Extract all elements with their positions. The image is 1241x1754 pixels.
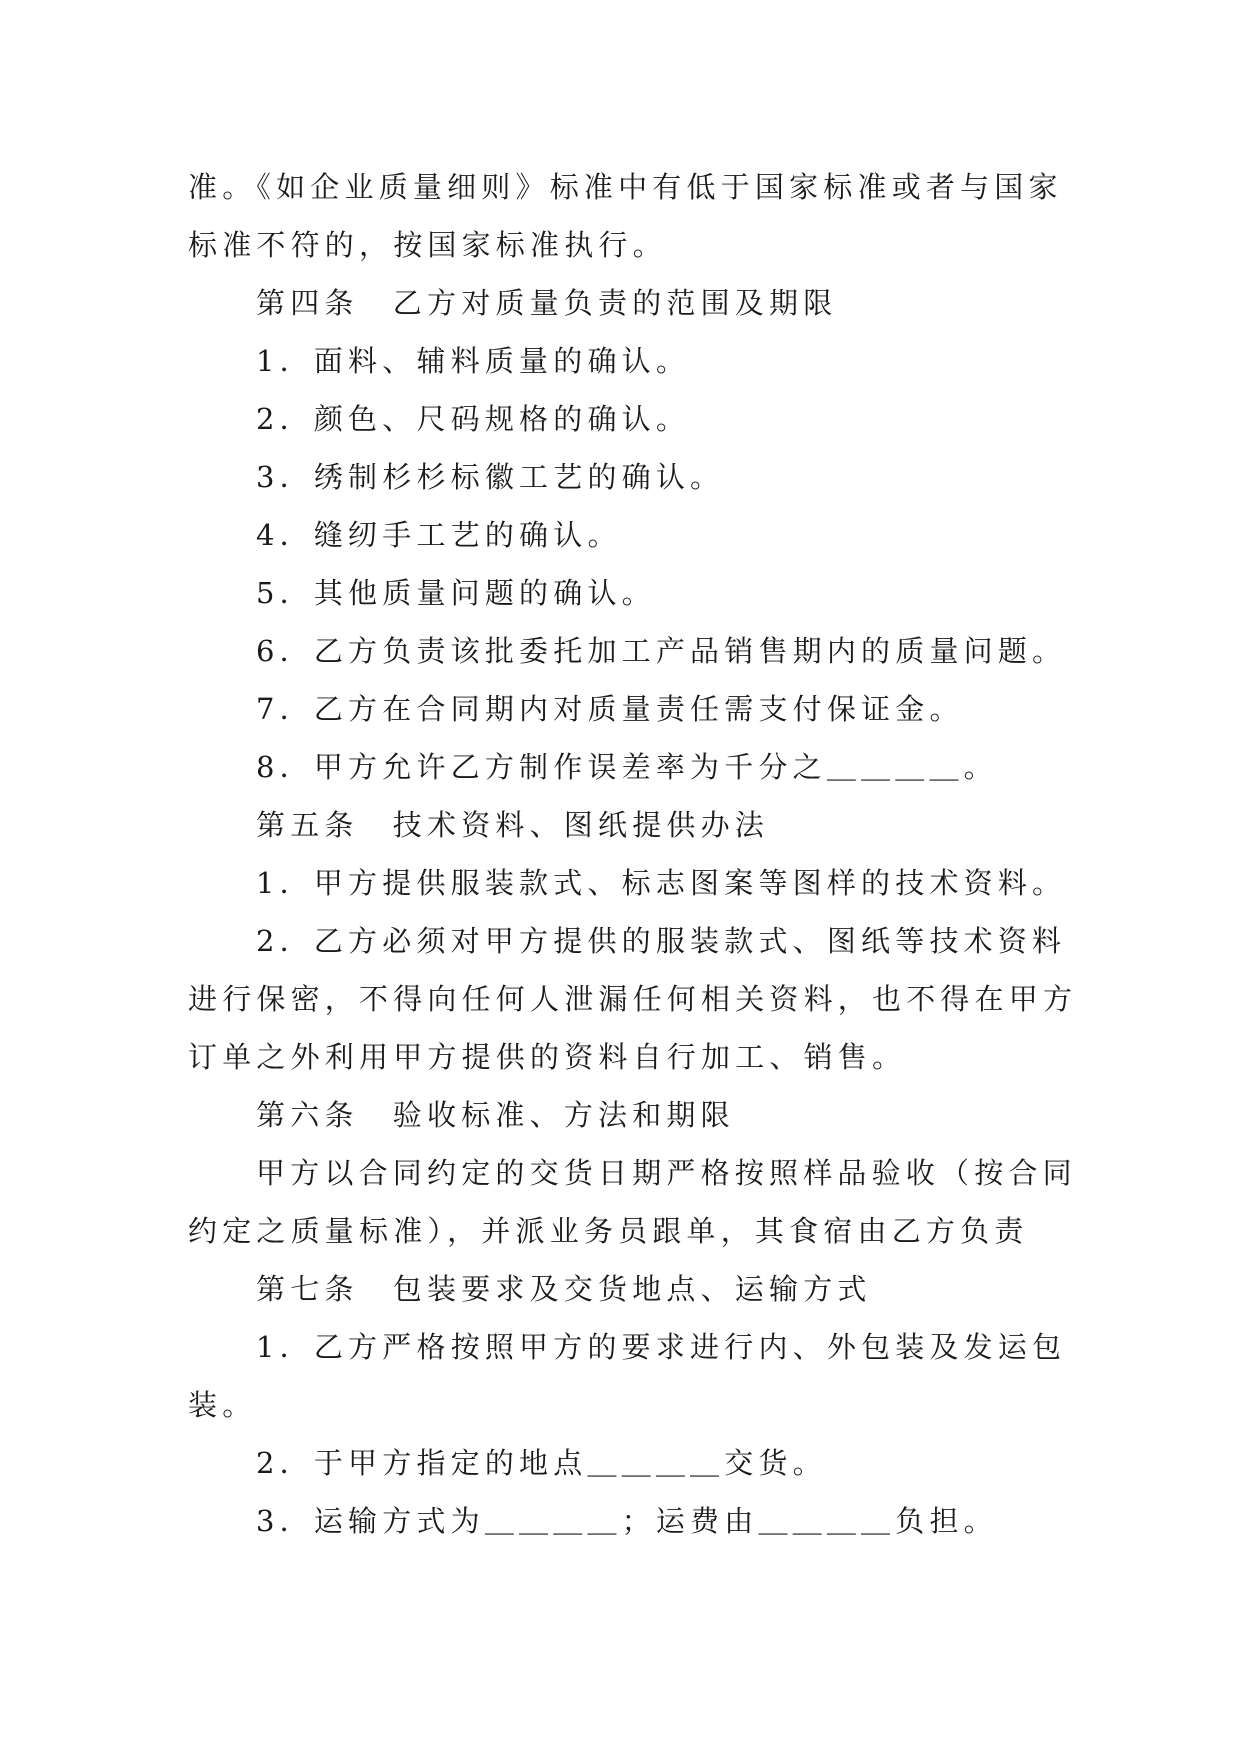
list-item: 7．乙方在合同期内对质量责任需支付保证金。	[256, 692, 964, 726]
list-item: 3．运输方式为＿＿＿＿；运费由＿＿＿＿负担。	[256, 1504, 998, 1538]
text-line: 准。《如企业质量细则》标准中有低于国家标准或者与国家	[188, 170, 1063, 204]
list-item: 2．于甲方指定的地点＿＿＿＿交货。	[256, 1446, 827, 1480]
list-item: 3．绣制杉杉标徽工艺的确认。	[256, 460, 725, 494]
article-heading: 第六条 验收标准、方法和期限	[256, 1098, 735, 1132]
list-item: 6．乙方负责该批委托加工产品销售期内的质量问题。	[256, 634, 1067, 668]
list-item: 2．颜色、尺码规格的确认。	[256, 402, 691, 436]
list-item: 1．甲方提供服装款式、标志图案等图样的技术资料。	[256, 866, 1067, 900]
list-item: 4．缝纫手工艺的确认。	[256, 518, 622, 552]
paragraph-line: 甲方以合同约定的交货日期严格按照样品验收（按合同	[256, 1156, 1077, 1190]
text-line: 约定之质量标准），并派业务员跟单，其食宿由乙方负责	[188, 1214, 1029, 1248]
list-item: 8．甲方允许乙方制作误差率为千分之＿＿＿＿。	[256, 750, 998, 784]
text-line: 标准不符的，按国家标准执行。	[188, 228, 667, 262]
list-item: 1．乙方严格按照甲方的要求进行内、外包装及发运包	[256, 1330, 1067, 1364]
article-heading: 第五条 技术资料、图纸提供办法	[256, 808, 770, 842]
text-line: 进行保密，不得向任何人泄漏任何相关资料，也不得在甲方	[188, 982, 1078, 1016]
text-line: 装。	[188, 1388, 257, 1422]
list-item: 5．其他质量问题的确认。	[256, 576, 656, 610]
article-heading: 第七条 包装要求及交货地点、运输方式	[256, 1272, 872, 1306]
document-body	[188, 158, 1078, 1550]
list-item: 2．乙方必须对甲方提供的服装款式、图纸等技术资料	[256, 924, 1067, 958]
text-line: 订单之外利用甲方提供的资料自行加工、销售。	[188, 1040, 907, 1074]
article-heading: 第四条 乙方对质量负责的范围及期限	[256, 286, 838, 320]
list-item: 1．面料、辅料质量的确认。	[256, 344, 691, 378]
